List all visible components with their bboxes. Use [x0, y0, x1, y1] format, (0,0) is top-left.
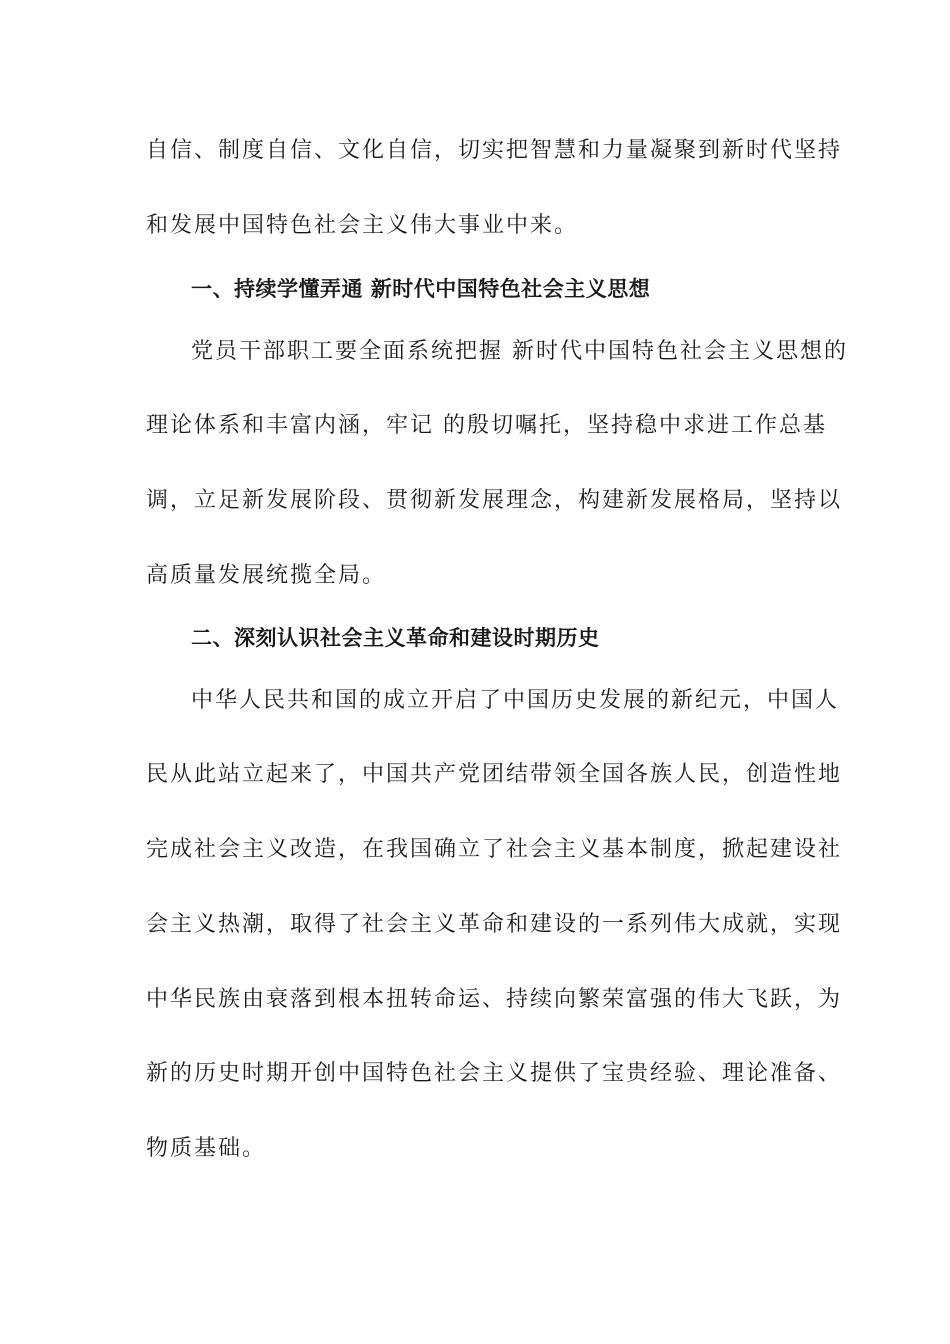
- section-heading-2: 二、深刻认识社会主义革命和建设时期历史: [191, 626, 600, 650]
- paragraph-line: 理论体系和丰富内涵，牢记 的殷切嘱托，坚持稳中求进工作总基: [146, 413, 827, 438]
- paragraph-line: 高质量发展统揽全局。: [146, 563, 387, 588]
- paragraph-line: 调，立足新发展阶段、贯彻新发展理念，构建新发展格局，坚持以: [146, 488, 843, 513]
- paragraph-line: 完成社会主义改造，在我国确立了社会主义基本制度，掀起建设社: [146, 837, 843, 862]
- paragraph-line: 和发展中国特色社会主义伟大事业中来。: [146, 213, 579, 238]
- paragraph-line: 党员干部职工要全面系统把握 新时代中国特色社会主义思想的: [191, 339, 848, 364]
- paragraph-line: 新的历史时期开创中国特色社会主义提供了宝贵经验、理论准备、: [146, 1061, 843, 1086]
- section-heading-1: 一、持续学懂弄通 新时代中国特色社会主义思想: [191, 277, 651, 301]
- paragraph-line: 民从此站立起来了，中国共产党团结带领全国各族人民，创造性地: [146, 762, 843, 787]
- paragraph-line: 自信、制度自信、文化自信，切实把智慧和力量凝聚到新时代坚持: [146, 138, 843, 163]
- paragraph-line: 物质基础。: [146, 1136, 267, 1161]
- paragraph-line: 中华民族由衰落到根本扭转命运、持续向繁荣富强的伟大飞跃，为: [146, 987, 843, 1012]
- paragraph-line: 中华人民共和国的成立开启了中国历史发展的新纪元，中国人: [191, 688, 840, 713]
- paragraph-line: 会主义热潮，取得了社会主义革命和建设的一系列伟大成就，实现: [146, 912, 843, 937]
